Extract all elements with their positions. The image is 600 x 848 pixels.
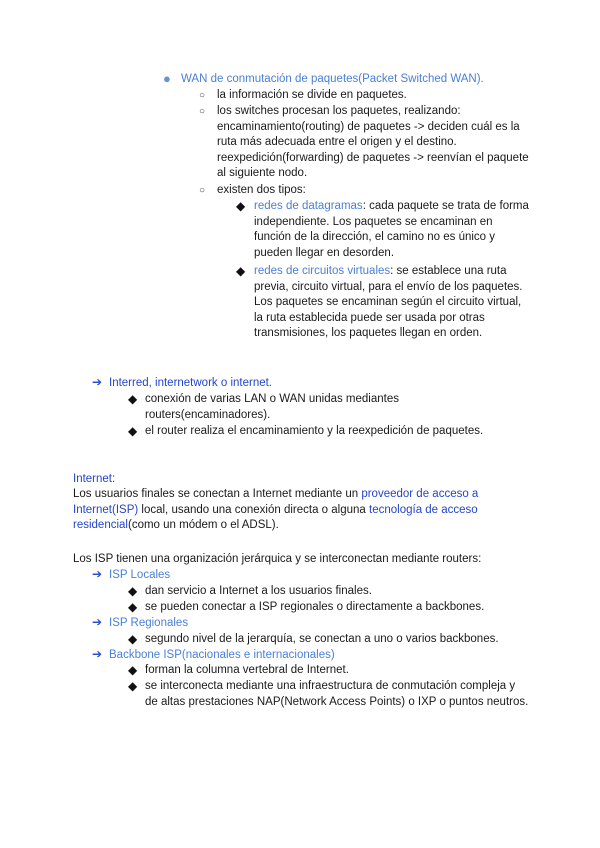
term-link[interactable]: redes de circuitos virtuales bbox=[254, 265, 391, 277]
group-title: ISP Regionales bbox=[109, 617, 189, 629]
heading: Internet: bbox=[73, 473, 116, 485]
group-title: ISP Locales bbox=[109, 569, 171, 581]
list-item: existen dos tipos: bbox=[217, 184, 306, 196]
bullet-arrow: ➔ bbox=[92, 375, 103, 389]
bullet-arrow: ➔ bbox=[92, 615, 103, 629]
term-link[interactable]: redes de datagramas bbox=[254, 200, 363, 212]
list-item: el router realiza el encaminamiento y la reexpedición de paquetes. bbox=[145, 425, 484, 437]
section-title: Interred, internetwork o internet. bbox=[109, 377, 272, 389]
list-item: se pueden conectar a ISP regionales o directamente a backbones. bbox=[145, 601, 485, 613]
list-item: segundo nivel de la jerarquía, se conectan a uno o varios backbones. bbox=[145, 633, 499, 645]
group-title: Backbone ISP(nacionales e internacionales) bbox=[109, 649, 335, 661]
bullet-circle: ○ bbox=[199, 185, 206, 196]
bullet-diamond: ◆ bbox=[128, 632, 138, 646]
bullet-arrow: ➔ bbox=[92, 567, 103, 581]
bullet-diamond: ◆ bbox=[128, 392, 138, 406]
bullet-diamond: ◆ bbox=[236, 264, 246, 278]
list-item: los switches procesan los paquetes, realizando: encaminamiento(routing) de paquetes -> deciden cuál es la ruta más adecuada entre el origen y el destino. reexpedición(forwarding) de paquetes -> reenvían el paquete al siguiente nodo. bbox=[217, 105, 529, 179]
isp-link[interactable]: proveedor de acceso a Internet(ISP) bbox=[73, 488, 479, 516]
bullet-circle: ○ bbox=[199, 90, 206, 101]
bullet-diamond: ◆ bbox=[128, 424, 138, 438]
bullet-circle: ○ bbox=[199, 106, 206, 117]
access-tech-link[interactable]: tecnología de acceso residencial bbox=[73, 503, 478, 531]
list-item: redes de datagramas: cada paquete se trata de forma independiente. Los paquetes se encaminan en función de la dirección, el camino no es único y pueden llegar en desorden. bbox=[254, 200, 529, 259]
list-item: redes de circuitos virtuales: se establece una ruta previa, circuito virtual, para el envío de los paquetes. Los paquetes se encaminan según el circuito virtual, la ruta establecida puede ser usada por otras transmisiones, los paquetes llegan en orden. bbox=[254, 265, 523, 339]
bullet-diamond: ◆ bbox=[128, 584, 138, 598]
list-item: conexión de varias LAN o WAN unidas mediantes routers(encaminadores). bbox=[145, 393, 399, 421]
list-item: la información se divide en paquetes. bbox=[217, 89, 407, 101]
list-item: se interconecta mediante una infraestructura de conmutación compleja y de altas prestaciones NAP(Network Access Points) o IXP o puntos neutros. bbox=[145, 680, 529, 708]
bullet-diamond: ◆ bbox=[128, 679, 138, 693]
bullet-diamond: ◆ bbox=[236, 199, 246, 213]
wan-title: WAN de conmutación de paquetes(Packet Switched WAN). bbox=[181, 73, 484, 85]
paragraph: Los usuarios finales se conectan a Internet mediante un proveedor de acceso a Internet(ISP) local, usando una conexión directa o alguna tecnología de acceso residencial(como un módem o el ADSL). bbox=[73, 488, 479, 531]
bullet-dot: ● bbox=[163, 71, 171, 86]
list-item: forman la columna vertebral de Internet. bbox=[145, 664, 349, 676]
bullet-diamond: ◆ bbox=[128, 663, 138, 677]
bullet-diamond: ◆ bbox=[128, 600, 138, 614]
paragraph: Los ISP tienen una organización jerárquica y se interconectan mediante routers: bbox=[73, 553, 482, 565]
bullet-arrow: ➔ bbox=[92, 647, 103, 661]
list-item: dan servicio a Internet a los usuarios finales. bbox=[145, 585, 372, 597]
